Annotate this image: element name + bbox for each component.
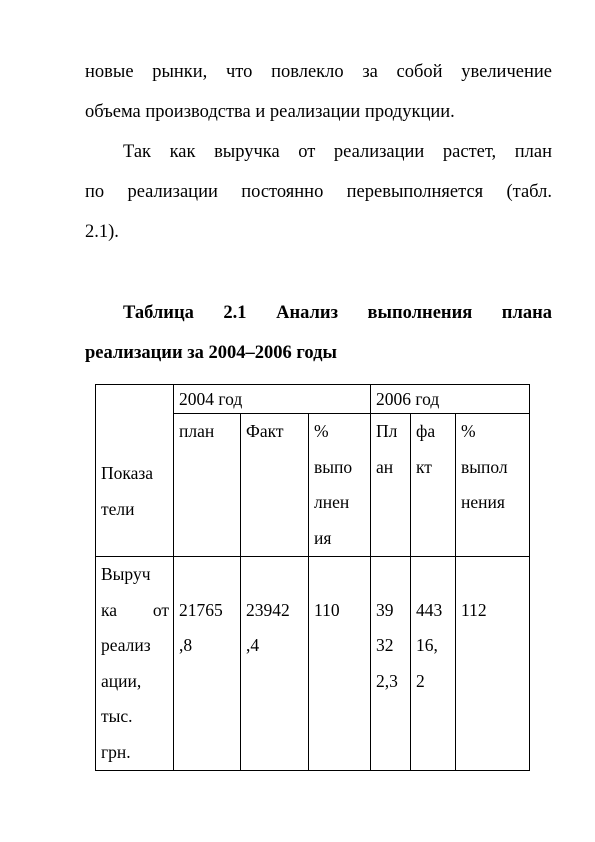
value-line: 2 xyxy=(416,670,425,691)
row-label-line: грн. xyxy=(101,741,131,762)
indicator-header-line: Показа xyxy=(101,463,154,483)
text-line: 2.1). xyxy=(85,222,119,242)
col-2004-fact-header xyxy=(241,414,309,557)
text-line: Так как выручка от реализации растет, план xyxy=(123,142,552,162)
value-line: 2,3 xyxy=(376,670,398,691)
body-paragraph-1 xyxy=(85,52,552,132)
row-label-line: тыс. xyxy=(101,706,133,726)
col-2004-plan-header xyxy=(174,414,241,557)
header-line: нения xyxy=(461,492,505,512)
value-line: 32 xyxy=(376,635,394,655)
cell-2004-percent xyxy=(309,557,371,771)
row-label-line: Выруч xyxy=(101,564,151,584)
col-2006-plan-header xyxy=(371,414,411,557)
value-line: 16, xyxy=(416,635,438,655)
sales-plan-table xyxy=(95,384,530,771)
cell-2004-fact xyxy=(241,557,309,771)
col-2004-percent-header xyxy=(309,414,371,557)
header-line: фа xyxy=(416,421,436,441)
body-paragraph-2 xyxy=(85,132,552,252)
header-line: % xyxy=(461,421,476,441)
value-line: 23942 xyxy=(246,599,290,620)
row-label-line: ка от xyxy=(101,599,169,620)
value-line: 110 xyxy=(314,599,340,620)
header-line: % xyxy=(314,421,329,441)
col-2006-percent-header xyxy=(456,414,530,557)
table-caption xyxy=(85,293,552,373)
header-line: план xyxy=(179,421,215,441)
row-label-cell xyxy=(96,557,174,771)
cell-2004-plan xyxy=(174,557,241,771)
text-line: по реализации постоянно перевыполняется (табл. xyxy=(85,182,552,202)
text-line: объема производства и реализации продукции. xyxy=(85,102,455,122)
caption-line: Таблица 2.1 Анализ выполнения плана xyxy=(123,303,552,323)
cell-2006-percent xyxy=(456,557,530,771)
col-2006-fact-header xyxy=(411,414,456,557)
row-label-line: ации, xyxy=(101,670,142,691)
value-line: ,4 xyxy=(246,635,260,655)
header-line: выпол xyxy=(461,456,508,477)
indicator-header-line: тели xyxy=(101,498,135,519)
value-line: 112 xyxy=(461,599,487,620)
header-line: кт xyxy=(416,456,432,477)
header-line: Факт xyxy=(246,421,284,441)
indicator-header-cell xyxy=(96,385,174,557)
header-line: Пл xyxy=(376,421,398,441)
cell-2006-plan xyxy=(371,557,411,771)
value-line: 21765 xyxy=(179,599,223,620)
value-line: 443 xyxy=(416,599,443,620)
value-line: 39 xyxy=(376,599,394,620)
value-line: ,8 xyxy=(179,635,193,655)
header-line: лнен xyxy=(314,492,350,512)
year-2004-header: 2004 год xyxy=(174,385,371,414)
row-label-line: реализ xyxy=(101,635,151,655)
text-line: новые рынки, что повлекло за собой увеличение xyxy=(85,62,552,82)
header-line: ия xyxy=(314,527,332,548)
header-line: выпо xyxy=(314,456,353,477)
table-row xyxy=(96,557,530,771)
caption-line: реализации за 2004–2006 годы xyxy=(85,343,337,363)
header-line: ан xyxy=(376,456,394,477)
year-2006-header: 2006 год xyxy=(371,385,530,414)
cell-2006-fact xyxy=(411,557,456,771)
